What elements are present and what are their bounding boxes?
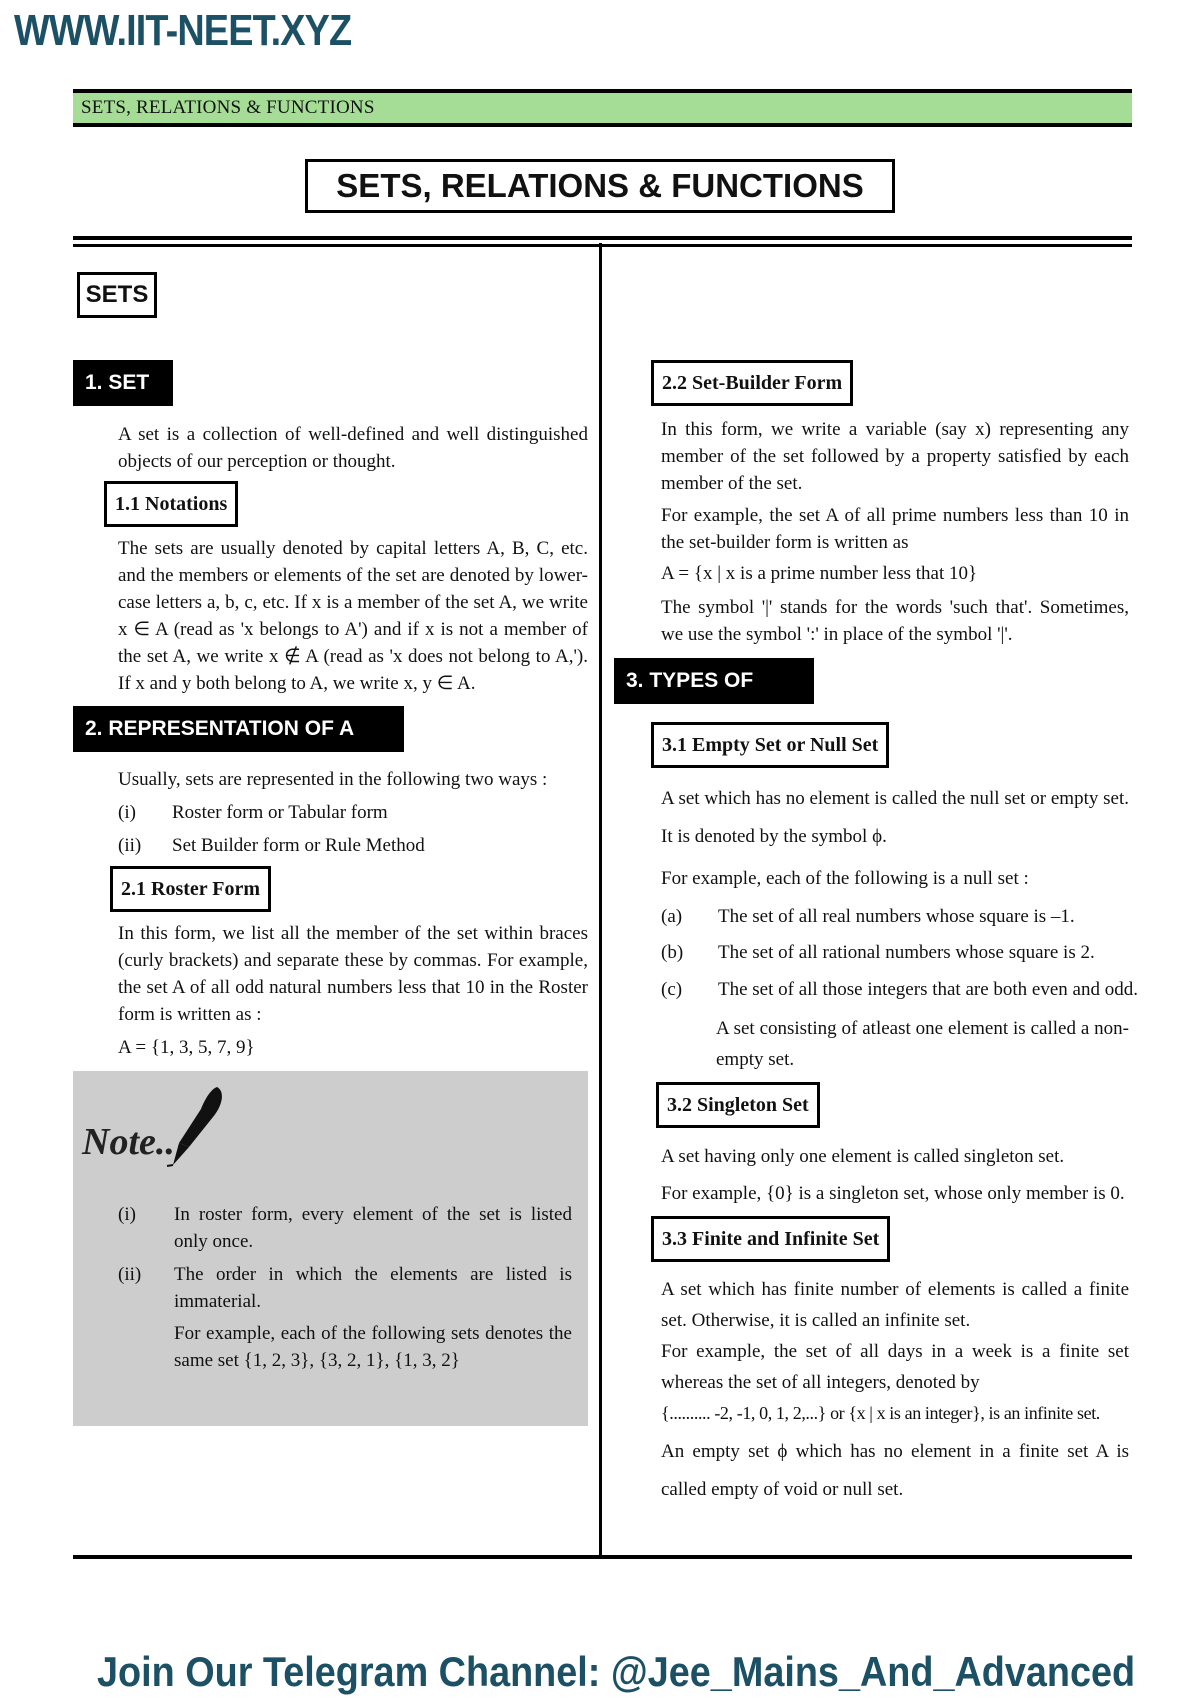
list-marker: (c) <box>661 979 683 1000</box>
roster-text: In this form, we list all the member of the set within braces (curly brackets) and separate these by commas. For example, the set A of all odd natural numbers less that 10 in the Roster form is written as : <box>118 923 588 1025</box>
chapter-band <box>73 93 1132 123</box>
divider <box>73 1555 1132 1559</box>
roster-heading: 2.1 Roster Form <box>110 866 271 912</box>
telegram-footer[interactable]: Join Our Telegram Channel: @Jee_Mains_And_Advanced <box>97 1648 1136 1695</box>
list-marker: (i) <box>118 802 136 823</box>
singleton-example: For example, {0} is a singleton set, whose only member is 0. <box>661 1183 1125 1204</box>
divider <box>73 123 1132 127</box>
divider <box>73 236 1132 240</box>
finite-empty-note: An empty set ϕ which has no element in a finite set A is called empty of void or null set. <box>661 1441 1129 1500</box>
list-marker: (i) <box>118 1204 136 1225</box>
finite-example: For example, the set of all days in a week is a finite set whereas the set of all integers, denoted by <box>661 1341 1129 1393</box>
notations-heading: 1.1 Notations <box>104 481 238 527</box>
singleton-text: A set having only one element is called singleton set. <box>661 1146 1065 1167</box>
section-1-heading: 1. SET <box>73 360 173 406</box>
section-2-heading: 2. REPRESENTATION OF A SET <box>73 706 404 752</box>
list-item: Set Builder form or Rule Method <box>172 835 425 856</box>
finite-example-set: {.......... -2, -1, 0, 1, 2,...} or {x | x is an integer}, is an infinite set. <box>661 1403 1100 1423</box>
singleton-heading: 3.2 Singleton Set <box>656 1082 820 1128</box>
divider <box>73 244 1132 247</box>
note-label: Note.. <box>82 1121 175 1163</box>
list-item: The set of all rational numbers whose square is 2. <box>718 942 1095 963</box>
list-item: The set of all those integers that are both even and odd. <box>718 979 1138 1000</box>
finite-infinite-heading: 3.3 Finite and Infinite Set <box>651 1216 890 1262</box>
site-url[interactable]: WWW.IIT-NEET.XYZ <box>14 6 352 55</box>
list-marker: (b) <box>661 942 684 963</box>
notations-text: The sets are usually denoted by capital letters A, B, C, etc. and the members or elements of the set are denoted by lower-case letters a, b, c, etc. If x is a member of the set A, we write x ∈ A (read as 'x belongs to A') and if x is not a member of the set A, we write x ∉ A (read as 'x does not belong to A,'). If x and y both belong to A, we write x, y ∈ A. <box>118 538 588 694</box>
non-empty-set-note: A set consisting of atleast one element is called a non-empty set. <box>716 1018 1129 1070</box>
finite-text: A set which has finite number of elements is called a finite set. Otherwise, it is called an infinite set. <box>661 1279 1129 1331</box>
sets-heading: SETS <box>77 272 157 318</box>
section-3-heading: 3. TYPES OF SETS <box>614 658 814 704</box>
set-builder-example: A = {x | x is a prime number less that 10} <box>661 563 978 584</box>
empty-set-intro: For example, each of the following is a null set : <box>661 868 1029 889</box>
page-title: SETS, RELATIONS & FUNCTIONS <box>305 159 895 213</box>
representation-intro: Usually, sets are represented in the following two ways : <box>118 769 548 790</box>
pen-icon <box>165 1085 227 1167</box>
set-definition: A set is a collection of well-defined and well distinguished objects of our perception or thought. <box>118 424 588 472</box>
list-marker: (ii) <box>118 835 142 856</box>
empty-set-text: A set which has no element is called the null set or empty set. It is denoted by the symbol ϕ. <box>661 788 1129 847</box>
list-item: Roster form or Tabular form <box>172 802 388 823</box>
note-item: In roster form, every element of the set is listed only once. <box>174 1204 572 1252</box>
empty-set-heading: 3.1 Empty Set or Null Set <box>651 722 889 768</box>
column-divider <box>599 243 602 1558</box>
list-item: The set of all real numbers whose square is –1. <box>718 906 1075 927</box>
note-item: The order in which the elements are listed is immaterial. <box>174 1264 572 1312</box>
chapter-band-label: SETS, RELATIONS & FUNCTIONS <box>81 97 375 118</box>
set-builder-heading: 2.2 Set-Builder Form <box>651 360 853 406</box>
note-example: For example, each of the following sets denotes the same set {1, 2, 3}, {3, 2, 1}, {1, 3, 2} <box>174 1323 572 1371</box>
set-builder-symbol-note: The symbol '|' stands for the words 'such that'. Sometimes, we use the symbol ':' in place of the symbol '|'. <box>661 597 1129 645</box>
set-builder-example-intro: For example, the set A of all prime numbers less than 10 in the set-builder form is written as <box>661 505 1129 553</box>
list-marker: (a) <box>661 906 683 927</box>
list-marker: (ii) <box>118 1264 142 1285</box>
roster-example: A = {1, 3, 5, 7, 9} <box>118 1037 255 1058</box>
set-builder-text: In this form, we write a variable (say x) representing any member of the set followed by a property satisfied by each member of the set. <box>661 419 1129 494</box>
